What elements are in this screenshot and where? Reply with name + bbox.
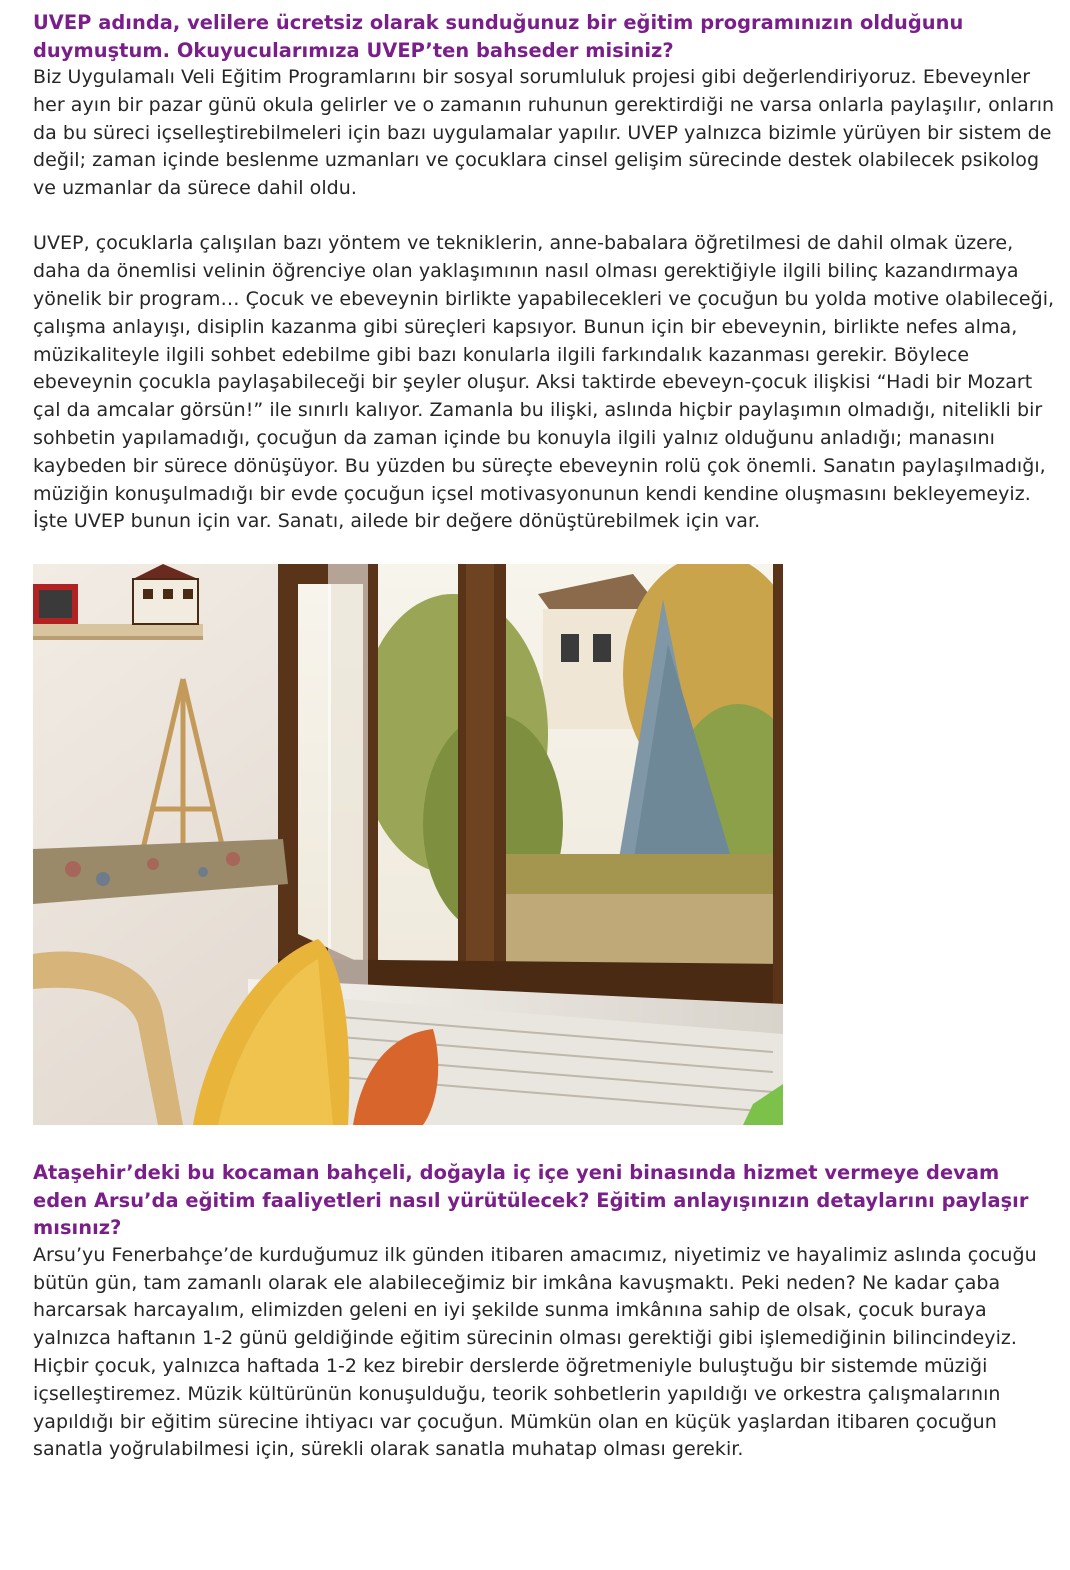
article	[33, 9, 1058, 1464]
section-2-question: Ataşehir’deki bu kocaman bahçeli, doğayla iç içe yeni binasında hizmet vermeye devam eden Arsu’da eğitim faaliyetleri nasıl yürütülecek? Eğitim anlayışınızın detaylarını paylaşır mısınız?	[33, 1161, 1029, 1240]
section-1-paragraph-2: UVEP, çocuklarla çalışılan bazı yöntem ve tekniklerin, anne-babalara öğretilmesi de dahil olmak üzere, daha da önemlisi velinin öğrenciye olan yaklaşımının nasıl olması gerektiğiyle ilgili bilinç kazandırmaya yönelik bir program… Çocuk ve ebeveynin birlikte yapabilecekleri ve çocuğun bu yolda motive olabileceği, çalışma anlayışı, disiplin kazanma gibi süreçleri kapsıyor. Bunun için bir ebeveynin, birlikte nefes alma, müzikaliteyle ilgili sohbet edebilme gibi bazı konularla ilgili farkındalık kazanması gerekir. Böylece ebeveynin çocukla paylaşabileceği bir şeyler oluşur. Aksi taktirde ebeveyn-çocuk ilişkisi “Hadi bir Mozart çal da amcalar görsün!” ile sınırlı kalıyor. Zamanla bu ilişki, aslında hiçbir paylaşımın olmadığı, nitelikli bir sohbetin yapılamadığı, çocuğun da zaman içinde bu konuyla ilgili yalnız olduğunu anladığı; manasını kaybeden bir sürece dönüşüyor. Bu yüzden bu süreçte ebeveynin rolü çok önemli. Sanatın paylaşılmadığı, müziğin konuşulmadığı bir evde çocuğun içsel motivasyonunun kendi kendine oluşmasını bekleyemeyiz. İşte UVEP bunun için var. Sanatı, ailede bir değere dönüştürebilmek için var.	[33, 232, 1055, 533]
section-2-paragraph-1: Arsu’yu Fenerbahçe’de kurduğumuz ilk günden itibaren amacımız, niyetimiz ve hayalimiz aslında çocuğu bütün gün, tam zamanlı olarak ele alabileceğimiz bir imkâna kavuşmaktı. Peki neden? Ne kadar çaba harcarsak harcayalım, elimizden geleni en iyi şekilde sunma imkânına sahip de olsak, çocuk buraya yalnızca haftanın 1-2 günü geldiğinde eğitim sürecinin olması gerektiği gibi işlemediğinin bilincindeyiz. Hiçbir çocuk, yalnızca haftada 1-2 kez birebir derslerde öğretmeniyle buluştuğu bir sistemde müziği içselleştiremez. Müzik kültürünün konuşulduğu, teorik sohbetlerin yapıldığı ve orkestra çalışmalarının yapıldığı bir eğitim sürecine ihtiyacı var çocuğun. Mümkün olan en küçük yaşlardan itibaren çocuğun sanatla yoğrulabilmesi için, sürekli olarak sanatla muhatap olması gerekir.	[33, 1243, 1037, 1461]
room-window-photo	[33, 564, 783, 1125]
section-gap	[33, 1125, 1058, 1159]
section-1-question: UVEP adında, velilere ücretsiz olarak sunduğunuz bir eğitim programınızın olduğunu duymuştum. Okuyucularımıza UVEP’ten bahseder misiniz?	[33, 11, 964, 62]
article-photo	[33, 564, 783, 1125]
section-1-paragraph-1: Biz Uygulamalı Veli Eğitim Programlarını bir sosyal sorumluluk projesi gibi değerlendiriyoruz. Ebeveynler her ayın bir pazar günü okula gelirler ve o zamanın ruhunun gerektirdiği ne varsa onlarla paylaşılır, onların da bu süreci içselleştirebilmeleri için bazı uygulamalar yapılır. UVEP yalnızca bizimle yürüyen bir sistem de değil; zaman içinde beslenme uzmanları ve çocuklara cinsel gelişim sürecinde destek olabilecek psikolog ve uzmanlar da sürece dahil oldu.	[33, 66, 1055, 200]
paragraph-gap	[33, 203, 1058, 231]
